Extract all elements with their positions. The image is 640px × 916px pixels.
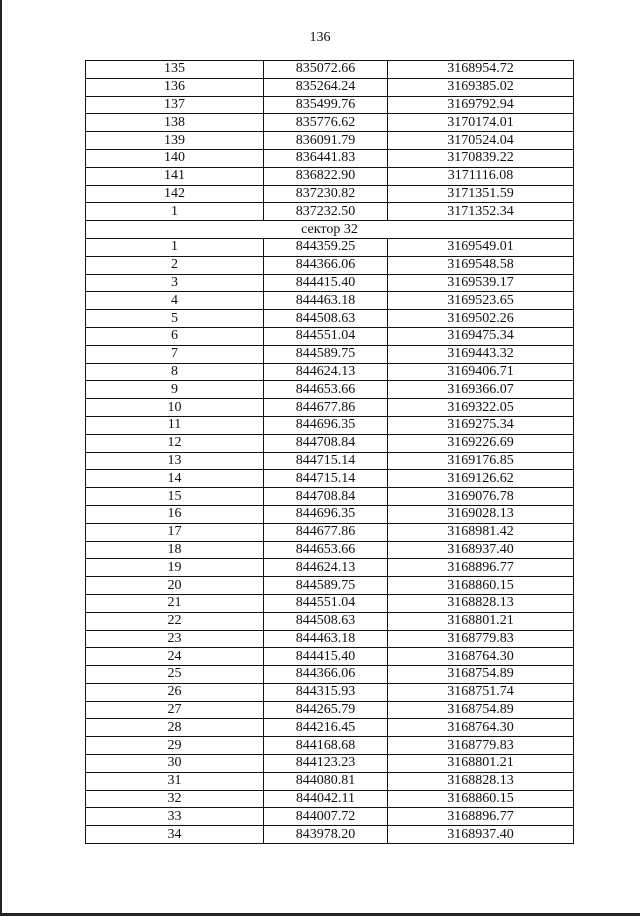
y-coordinate-cell: 3169028.13	[388, 505, 574, 523]
table-row	[86, 523, 574, 541]
y-coordinate-cell: 3168896.77	[388, 808, 574, 826]
page-number: 136	[309, 30, 331, 45]
x-coordinate-cell: 844589.75	[264, 577, 388, 595]
x-coordinate-cell: 844696.35	[264, 416, 388, 434]
point-number-cell: 137	[86, 96, 264, 114]
y-coordinate-cell: 3169322.05	[388, 399, 574, 417]
table-row	[86, 452, 574, 470]
point-number-cell: 10	[86, 399, 264, 417]
y-coordinate-cell: 3169549.01	[388, 238, 574, 256]
table-row	[86, 114, 574, 132]
x-coordinate-cell: 836091.79	[264, 132, 388, 150]
point-number-cell: 141	[86, 167, 264, 185]
x-coordinate-cell: 837230.82	[264, 185, 388, 203]
table-row	[86, 790, 574, 808]
x-coordinate-cell: 844677.86	[264, 399, 388, 417]
table-row	[86, 132, 574, 150]
y-coordinate-cell: 3169176.85	[388, 452, 574, 470]
y-coordinate-cell: 3168764.30	[388, 648, 574, 666]
table-row	[86, 648, 574, 666]
point-number-cell: 17	[86, 523, 264, 541]
table-row	[86, 185, 574, 203]
x-coordinate-cell: 844708.84	[264, 488, 388, 506]
x-coordinate-cell: 844508.63	[264, 612, 388, 630]
table-row	[86, 434, 574, 452]
x-coordinate-cell: 844715.14	[264, 470, 388, 488]
point-number-cell: 18	[86, 541, 264, 559]
point-number-cell: 22	[86, 612, 264, 630]
sector-header-row	[86, 221, 574, 239]
table-row	[86, 755, 574, 773]
y-coordinate-cell: 3168754.89	[388, 701, 574, 719]
y-coordinate-cell: 3169523.65	[388, 292, 574, 310]
y-coordinate-cell: 3170839.22	[388, 149, 574, 167]
y-coordinate-cell: 3168754.89	[388, 666, 574, 684]
table-row	[86, 310, 574, 328]
point-number-cell: 14	[86, 470, 264, 488]
table-row	[86, 238, 574, 256]
table-row	[86, 666, 574, 684]
y-coordinate-cell: 3168937.40	[388, 541, 574, 559]
y-coordinate-cell: 3169475.34	[388, 327, 574, 345]
x-coordinate-cell: 844508.63	[264, 310, 388, 328]
point-number-cell: 5	[86, 310, 264, 328]
table-row	[86, 149, 574, 167]
point-number-cell: 2	[86, 256, 264, 274]
y-coordinate-cell: 3168751.74	[388, 683, 574, 701]
point-number-cell: 135	[86, 61, 264, 79]
x-coordinate-cell: 844359.25	[264, 238, 388, 256]
point-number-cell: 8	[86, 363, 264, 381]
y-coordinate-cell: 3168954.72	[388, 61, 574, 79]
x-coordinate-cell: 844042.11	[264, 790, 388, 808]
x-coordinate-cell: 844007.72	[264, 808, 388, 826]
y-coordinate-cell: 3169226.69	[388, 434, 574, 452]
coordinates-table-body	[86, 61, 574, 844]
y-coordinate-cell: 3169275.34	[388, 416, 574, 434]
x-coordinate-cell: 843978.20	[264, 826, 388, 844]
x-coordinate-cell: 844677.86	[264, 523, 388, 541]
x-coordinate-cell: 844624.13	[264, 559, 388, 577]
coordinates-table	[85, 60, 574, 844]
point-number-cell: 7	[86, 345, 264, 363]
point-number-cell: 11	[86, 416, 264, 434]
point-number-cell: 15	[86, 488, 264, 506]
point-number-cell: 32	[86, 790, 264, 808]
point-number-cell: 25	[86, 666, 264, 684]
point-number-cell: 9	[86, 381, 264, 399]
y-coordinate-cell: 3169126.62	[388, 470, 574, 488]
x-coordinate-cell: 844265.79	[264, 701, 388, 719]
point-number-cell: 4	[86, 292, 264, 310]
y-coordinate-cell: 3168860.15	[388, 577, 574, 595]
y-coordinate-cell: 3169406.71	[388, 363, 574, 381]
y-coordinate-cell: 3168779.83	[388, 737, 574, 755]
y-coordinate-cell: 3168801.21	[388, 755, 574, 773]
y-coordinate-cell: 3170524.04	[388, 132, 574, 150]
point-number-cell: 30	[86, 755, 264, 773]
y-coordinate-cell: 3169385.02	[388, 78, 574, 96]
table-row	[86, 167, 574, 185]
point-number-cell: 26	[86, 683, 264, 701]
x-coordinate-cell: 844366.06	[264, 256, 388, 274]
point-number-cell: 19	[86, 559, 264, 577]
point-number-cell: 23	[86, 630, 264, 648]
point-number-cell: 27	[86, 701, 264, 719]
table-row	[86, 363, 574, 381]
point-number-cell: 33	[86, 808, 264, 826]
table-row	[86, 274, 574, 292]
table-row	[86, 559, 574, 577]
point-number-cell: 1	[86, 203, 264, 221]
point-number-cell: 6	[86, 327, 264, 345]
point-number-cell: 21	[86, 594, 264, 612]
table-row	[86, 737, 574, 755]
x-coordinate-cell: 844624.13	[264, 363, 388, 381]
point-number-cell: 29	[86, 737, 264, 755]
table-row	[86, 61, 574, 79]
x-coordinate-cell: 836822.90	[264, 167, 388, 185]
table-row	[86, 256, 574, 274]
table-row	[86, 416, 574, 434]
table-row	[86, 345, 574, 363]
y-coordinate-cell: 3171352.34	[388, 203, 574, 221]
x-coordinate-cell: 844653.66	[264, 381, 388, 399]
table-row	[86, 577, 574, 595]
y-coordinate-cell: 3171351.59	[388, 185, 574, 203]
point-number-cell: 31	[86, 772, 264, 790]
table-row	[86, 772, 574, 790]
x-coordinate-cell: 844551.04	[264, 327, 388, 345]
table-row	[86, 719, 574, 737]
point-number-cell: 34	[86, 826, 264, 844]
coordinates-table-container	[85, 60, 573, 844]
y-coordinate-cell: 3168860.15	[388, 790, 574, 808]
y-coordinate-cell: 3168779.83	[388, 630, 574, 648]
x-coordinate-cell: 837232.50	[264, 203, 388, 221]
table-row	[86, 327, 574, 345]
table-row	[86, 96, 574, 114]
x-coordinate-cell: 844415.40	[264, 648, 388, 666]
table-row	[86, 594, 574, 612]
point-number-cell: 24	[86, 648, 264, 666]
point-number-cell: 20	[86, 577, 264, 595]
table-row	[86, 292, 574, 310]
x-coordinate-cell: 844216.45	[264, 719, 388, 737]
x-coordinate-cell: 844715.14	[264, 452, 388, 470]
y-coordinate-cell: 3169539.17	[388, 274, 574, 292]
point-number-cell: 140	[86, 149, 264, 167]
x-coordinate-cell: 844168.68	[264, 737, 388, 755]
table-row	[86, 612, 574, 630]
y-coordinate-cell: 3168896.77	[388, 559, 574, 577]
table-row	[86, 203, 574, 221]
x-coordinate-cell: 844415.40	[264, 274, 388, 292]
table-row	[86, 808, 574, 826]
x-coordinate-cell: 835264.24	[264, 78, 388, 96]
x-coordinate-cell: 844366.06	[264, 666, 388, 684]
y-coordinate-cell: 3168801.21	[388, 612, 574, 630]
point-number-cell: 1	[86, 238, 264, 256]
table-row	[86, 683, 574, 701]
x-coordinate-cell: 835072.66	[264, 61, 388, 79]
y-coordinate-cell: 3168981.42	[388, 523, 574, 541]
x-coordinate-cell: 844463.18	[264, 630, 388, 648]
sector-label: сектор 32	[86, 221, 574, 239]
table-row	[86, 701, 574, 719]
y-coordinate-cell: 3171116.08	[388, 167, 574, 185]
point-number-cell: 136	[86, 78, 264, 96]
point-number-cell: 139	[86, 132, 264, 150]
x-coordinate-cell: 844315.93	[264, 683, 388, 701]
point-number-cell: 13	[86, 452, 264, 470]
x-coordinate-cell: 844708.84	[264, 434, 388, 452]
x-coordinate-cell: 835776.62	[264, 114, 388, 132]
table-row	[86, 488, 574, 506]
table-row	[86, 381, 574, 399]
y-coordinate-cell: 3168828.13	[388, 772, 574, 790]
page-border-left	[0, 0, 2, 916]
y-coordinate-cell: 3169792.94	[388, 96, 574, 114]
y-coordinate-cell: 3169502.26	[388, 310, 574, 328]
x-coordinate-cell: 844653.66	[264, 541, 388, 559]
y-coordinate-cell: 3169076.78	[388, 488, 574, 506]
table-row	[86, 470, 574, 488]
point-number-cell: 142	[86, 185, 264, 203]
point-number-cell: 12	[86, 434, 264, 452]
x-coordinate-cell: 844463.18	[264, 292, 388, 310]
x-coordinate-cell: 835499.76	[264, 96, 388, 114]
x-coordinate-cell: 844696.35	[264, 505, 388, 523]
point-number-cell: 3	[86, 274, 264, 292]
x-coordinate-cell: 844123.23	[264, 755, 388, 773]
table-row	[86, 826, 574, 844]
table-row	[86, 399, 574, 417]
y-coordinate-cell: 3169548.58	[388, 256, 574, 274]
y-coordinate-cell: 3168764.30	[388, 719, 574, 737]
point-number-cell: 28	[86, 719, 264, 737]
y-coordinate-cell: 3170174.01	[388, 114, 574, 132]
y-coordinate-cell: 3168937.40	[388, 826, 574, 844]
y-coordinate-cell: 3169443.32	[388, 345, 574, 363]
x-coordinate-cell: 836441.83	[264, 149, 388, 167]
x-coordinate-cell: 844589.75	[264, 345, 388, 363]
x-coordinate-cell: 844080.81	[264, 772, 388, 790]
table-row	[86, 630, 574, 648]
table-row	[86, 541, 574, 559]
point-number-cell: 138	[86, 114, 264, 132]
x-coordinate-cell: 844551.04	[264, 594, 388, 612]
table-row	[86, 78, 574, 96]
point-number-cell: 16	[86, 505, 264, 523]
table-row	[86, 505, 574, 523]
y-coordinate-cell: 3168828.13	[388, 594, 574, 612]
y-coordinate-cell: 3169366.07	[388, 381, 574, 399]
